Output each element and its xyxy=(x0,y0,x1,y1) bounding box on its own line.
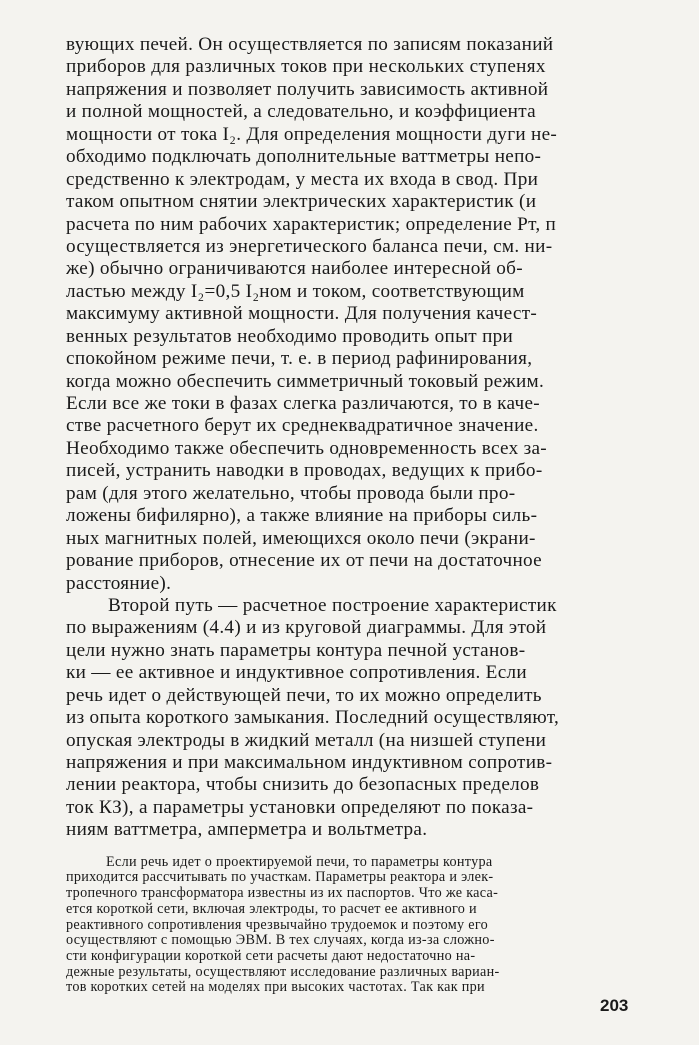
text-line: ложены бифилярно), а также влияние на приборы силь- xyxy=(66,505,538,527)
text-line: речь идет о действующей печи, то их можно определить xyxy=(66,684,542,706)
small-print-note xyxy=(66,855,638,996)
text-line: осуществляется из энергетического баланса печи, см. ни- xyxy=(66,235,553,257)
note-line: дежные результаты, осуществляют исследование различных вариан- xyxy=(66,964,500,980)
text-line: расстояние). xyxy=(66,572,172,594)
text-line: ки — ее активное и индуктивное сопротивления. Если xyxy=(66,662,527,684)
text-line: мощности от тока I₂. Для определения мощности дуги не- xyxy=(66,123,558,145)
text-line: рование приборов, отнесение их от печи на достаточное xyxy=(66,550,542,572)
text-line: максимуму активной мощности. Для получения качест- xyxy=(66,303,538,325)
text-line: приборов для различных токов при нескольких ступенях xyxy=(66,56,546,78)
text-line: напряжения и позволяет получить зависимость активной xyxy=(66,78,549,100)
text-line: же) обычно ограничиваются наиболее интересной об- xyxy=(66,258,523,280)
note-line: Если речь идет о проектируемой печи, то параметры контура xyxy=(106,854,493,870)
text-line: когда можно обеспечить симметричный токовый режим. xyxy=(66,370,545,392)
text-line: цели нужно знать параметры контура печной установ- xyxy=(66,639,526,661)
text-line: опуская электроды в жидкий металл (на низшей ступени xyxy=(66,729,547,751)
text-line: спокойном режиме печи, т. е. в период рафинирования, xyxy=(66,348,533,370)
note-line: тропечного трансформатора известны из их паспортов. Что же каса- xyxy=(66,886,499,902)
page-body xyxy=(66,34,638,996)
text-line: из опыта короткого замыкания. Последний осуществляют, xyxy=(66,707,560,729)
text-line: венных результатов необходимо проводить опыт при xyxy=(66,325,514,347)
text-line: вующих печей. Он осуществляется по записям показаний xyxy=(66,34,554,55)
text-line: ток КЗ), а параметры установки определяют по показа- xyxy=(66,796,534,818)
note-line: реактивного сопротивления чрезвычайно трудоемок и поэтому его xyxy=(66,917,489,933)
text-line: рам (для этого желательно, чтобы провода были про- xyxy=(66,482,516,504)
main-text xyxy=(66,34,638,842)
text-line: ластью между I₂=0,5 I₂ном и током, соответствующим xyxy=(66,280,525,302)
text-line: и полной мощностей, а следовательно, и коэффициента xyxy=(66,101,536,123)
text-line: ниям ваттметра, амперметра и вольтметра. xyxy=(66,819,428,841)
note-line: осуществляют с помощью ЭВМ. В тех случаях, когда из-за сложно- xyxy=(66,933,495,949)
text-line: стве расчетного берут их среднеквадратичное значение. xyxy=(66,415,539,437)
paragraph-start-line: Второй путь — расчетное построение характеристик xyxy=(108,594,557,616)
note-line: тов коротких сетей на моделях при высоких частотах. Так как при xyxy=(66,980,485,996)
text-line: средственно к электродам, у места их входа в свод. При xyxy=(66,168,539,190)
page-number: 203 xyxy=(600,996,629,1015)
text-line: Необходимо также обеспечить одновременность всех за- xyxy=(66,437,547,459)
text-line: Если все же токи в фазах слегка различаются, то в каче- xyxy=(66,393,540,414)
text-line: лении реактора, чтобы снизить до безопасных пределов xyxy=(66,774,540,796)
note-line: сти конфигурации короткой сети расчеты дают недостаточно на- xyxy=(66,948,476,964)
note-line: ется короткой сети, включая электроды, то расчет ее активного и xyxy=(66,901,477,917)
note-line: приходится рассчитывать по участкам. Параметры реактора и элек- xyxy=(66,870,494,886)
text-line: напряжения и при максимальном индуктивном сопротив- xyxy=(66,752,553,773)
text-line: по выражениям (4.4) и из круговой диаграммы. Для этой xyxy=(66,617,547,639)
text-line: ных магнитных полей, имеющихся около печи (экрани- xyxy=(66,527,536,549)
text-line: писей, устранить наводки в проводах, ведущих к прибо- xyxy=(66,460,543,482)
section-gap xyxy=(66,842,638,855)
text-line: таком опытном снятии электрических характеристик (и xyxy=(66,191,537,213)
text-line: обходимо подключать дополнительные ваттметры непо- xyxy=(66,146,542,168)
text-line: расчета по ним рабочих характеристик; определение Pт, п xyxy=(66,213,557,235)
